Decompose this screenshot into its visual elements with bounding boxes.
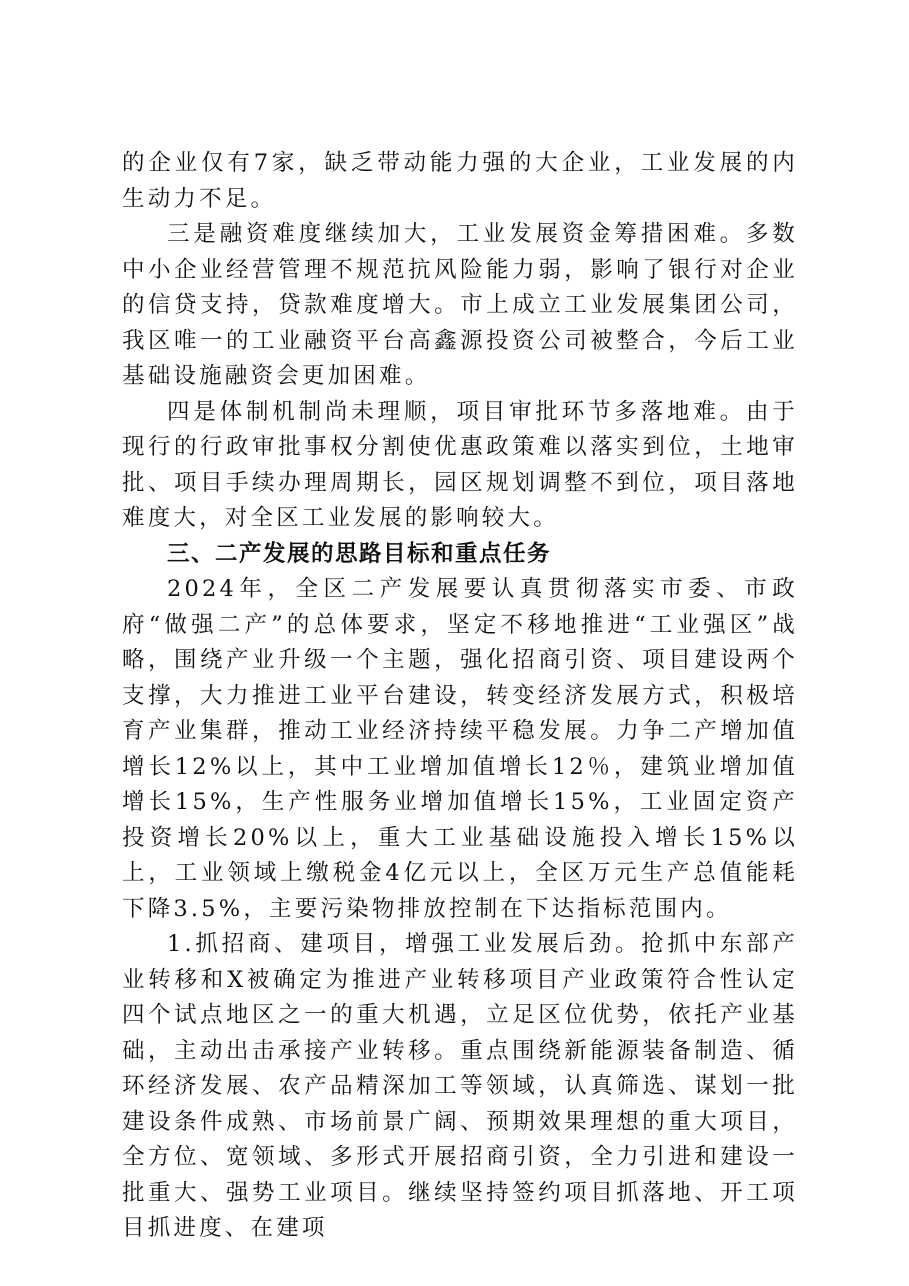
document-body <box>122 146 798 1247</box>
paragraph-institutional-mechanism: 四是体制机制尚未理顺，项目审批环节多落地难。由于现行的行政审批事权分割使优惠政策难以落实到位，土地审批、项目手续办理周期长，园区规划调整不到位，项目落地难度大，对全区工业发展的影响较大。 <box>122 398 798 531</box>
paragraph-financing-difficulty: 三是融资难度继续加大，工业发展资金筹措困难。多数中小企业经营管理不规范抗风险能力弱，影响了银行对企业的信贷支持，贷款难度增大。市上成立工业发展集团公司，我区唯一的工业融资平台高鑫源投资公司被整合，今后工业基础设施融资会更加困难。 <box>122 221 798 389</box>
section-heading: 三、二产发展的思路目标和重点任务 <box>167 540 552 567</box>
paragraph-continued: 的企业仅有7家，缺乏带动能力强的大企业，工业发展的内生动力不足。 <box>122 150 798 212</box>
paragraph-goals-2024: 2024年，全区二产发展要认真贯彻落实市委、市政府“做强二产”的总体要求，坚定不移地推进“工业强区”战略，围绕产业升级一个主题，强化招商引资、项目建设两个支撑，大力推进工业平台建设，转变经济发展方式，积极培育产业集群，推动工业经济持续平稳发展。力争二产增加值增长12%以上，其中工业增加值增长12％，建筑业增加值增长15%，生产性服务业增加值增长15%，工业固定资产投资增长20%以上，重大工业基础设施投入增长15%以上，工业领域上缴税金4亿元以上，全区万元生产总值能耗下降3.5%，主要污染物排放控制在下达指标范围内。 <box>122 576 798 922</box>
paragraph-investment-projects: 1.抓招商、建项目，增强工业发展后劲。抢抓中东部产业转移和X被确定为推进产业转移项目产业政策符合性认定四个试点地区之一的重大机遇，立足区位优势，依托产业基础，主动出击承接产业转移。重点围绕新能源装备制造、循环经济发展、农产品精深加工等领域，认真筛选、谋划一批建设条件成熟、市场前景广阔、预期效果理想的重大项目，全方位、宽领域、多形式开展招商引资，全力引进和建设一批重大、强势工业项目。继续坚持签约项目抓落地、开工项目抓进度、在建项 <box>122 931 798 1241</box>
